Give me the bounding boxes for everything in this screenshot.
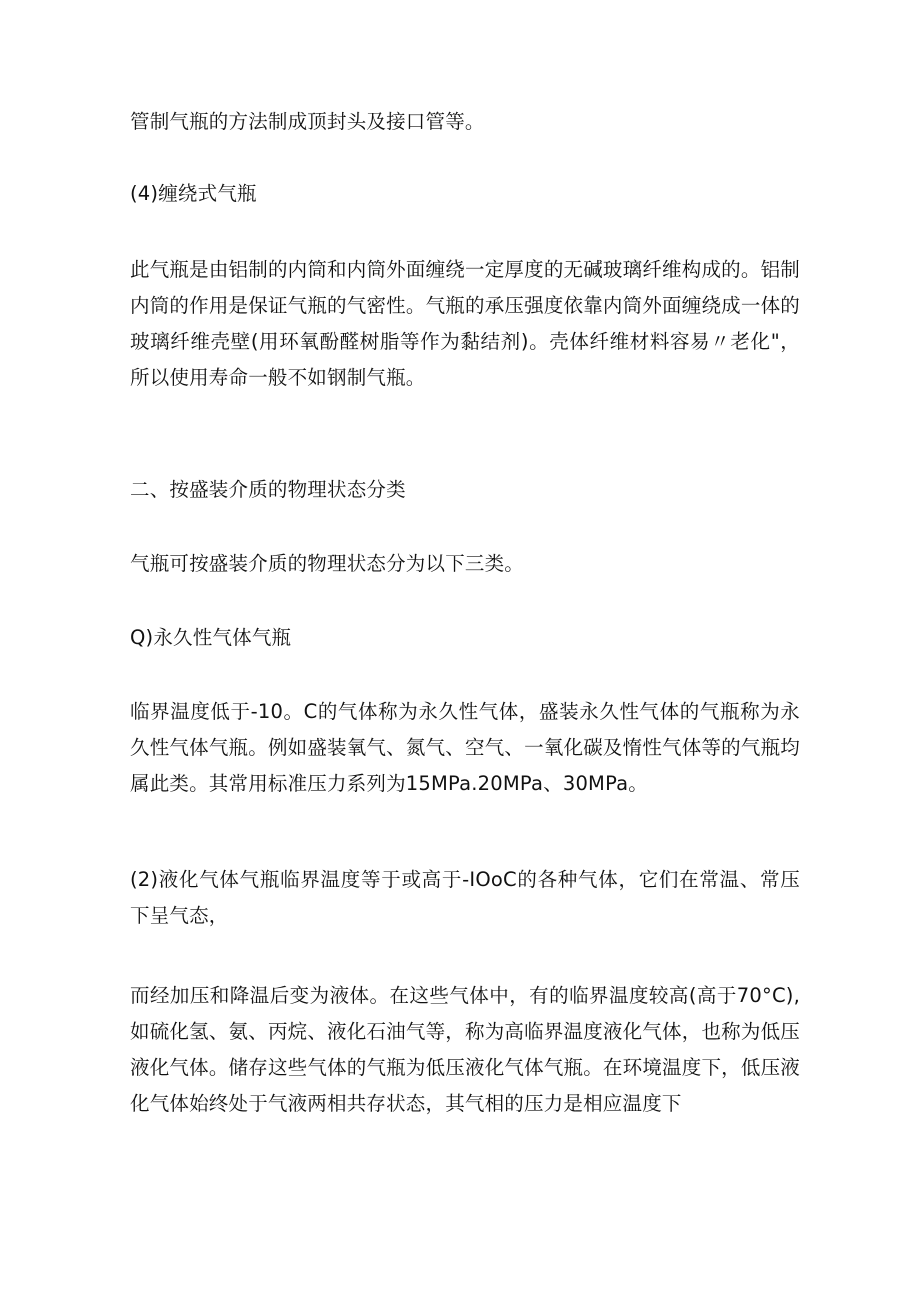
paragraph-wound-cylinder: 此气瓶是由铝制的内筒和内筒外面缠绕一定厚度的无碱玻璃纤维构成的。铝制内筒的作用是保证气瓶的气密性。气瓶的承压强度依靠内筒外面缠绕成一体的玻璃纤维壳壁(用环氧酚醛树脂等作为黏结剂)。壳体纤维材料容易〃老化"，所以使用寿命一般不如钢制气瓶。 <box>130 258 800 389</box>
paragraph-intro-three-types: 气瓶可按盛装介质的物理状态分为以下三类。 <box>130 552 525 575</box>
section-heading-physical-state: 二、按盛装介质的物理状态分类 <box>130 478 406 501</box>
paragraph-continuation: 管制气瓶的方法制成顶封头及接口管等。 <box>130 110 485 133</box>
paragraph-liquefied-gas-body: 而经加压和降温后变为液体。在这些气体中，有的临界温度较高(高于70°C),如硫化氢、氨、丙烷、液化石油气等，称为高临界温度液化气体，也称为低压液化气体。储存这些气体的气瓶为低压液化气体气瓶。在环境温度下，低压液化气体始终处于气液两相共存状态，其气相的压力是相应温度下 <box>130 984 800 1115</box>
heading-permanent-gas-cylinder: Q)永久性气体气瓶 <box>130 626 292 649</box>
paragraph-liquefied-gas-heading: (2)液化气体气瓶临界温度等于或高于-IOoC的各种气体，它们在常温、常压下呈气态， <box>130 868 800 927</box>
paragraph-permanent-gas: 临界温度低于-10。C的气体称为永久性气体，盛装永久性气体的气瓶称为永久性气体气瓶。例如盛装氧气、氮气、空气、一氧化碳及惰性气体等的气瓶均属此类。其常用标准压力系列为15MPa.20MPa、30MPa。 <box>130 700 800 795</box>
heading-wound-cylinder: (4)缠绕式气瓶 <box>130 182 257 205</box>
